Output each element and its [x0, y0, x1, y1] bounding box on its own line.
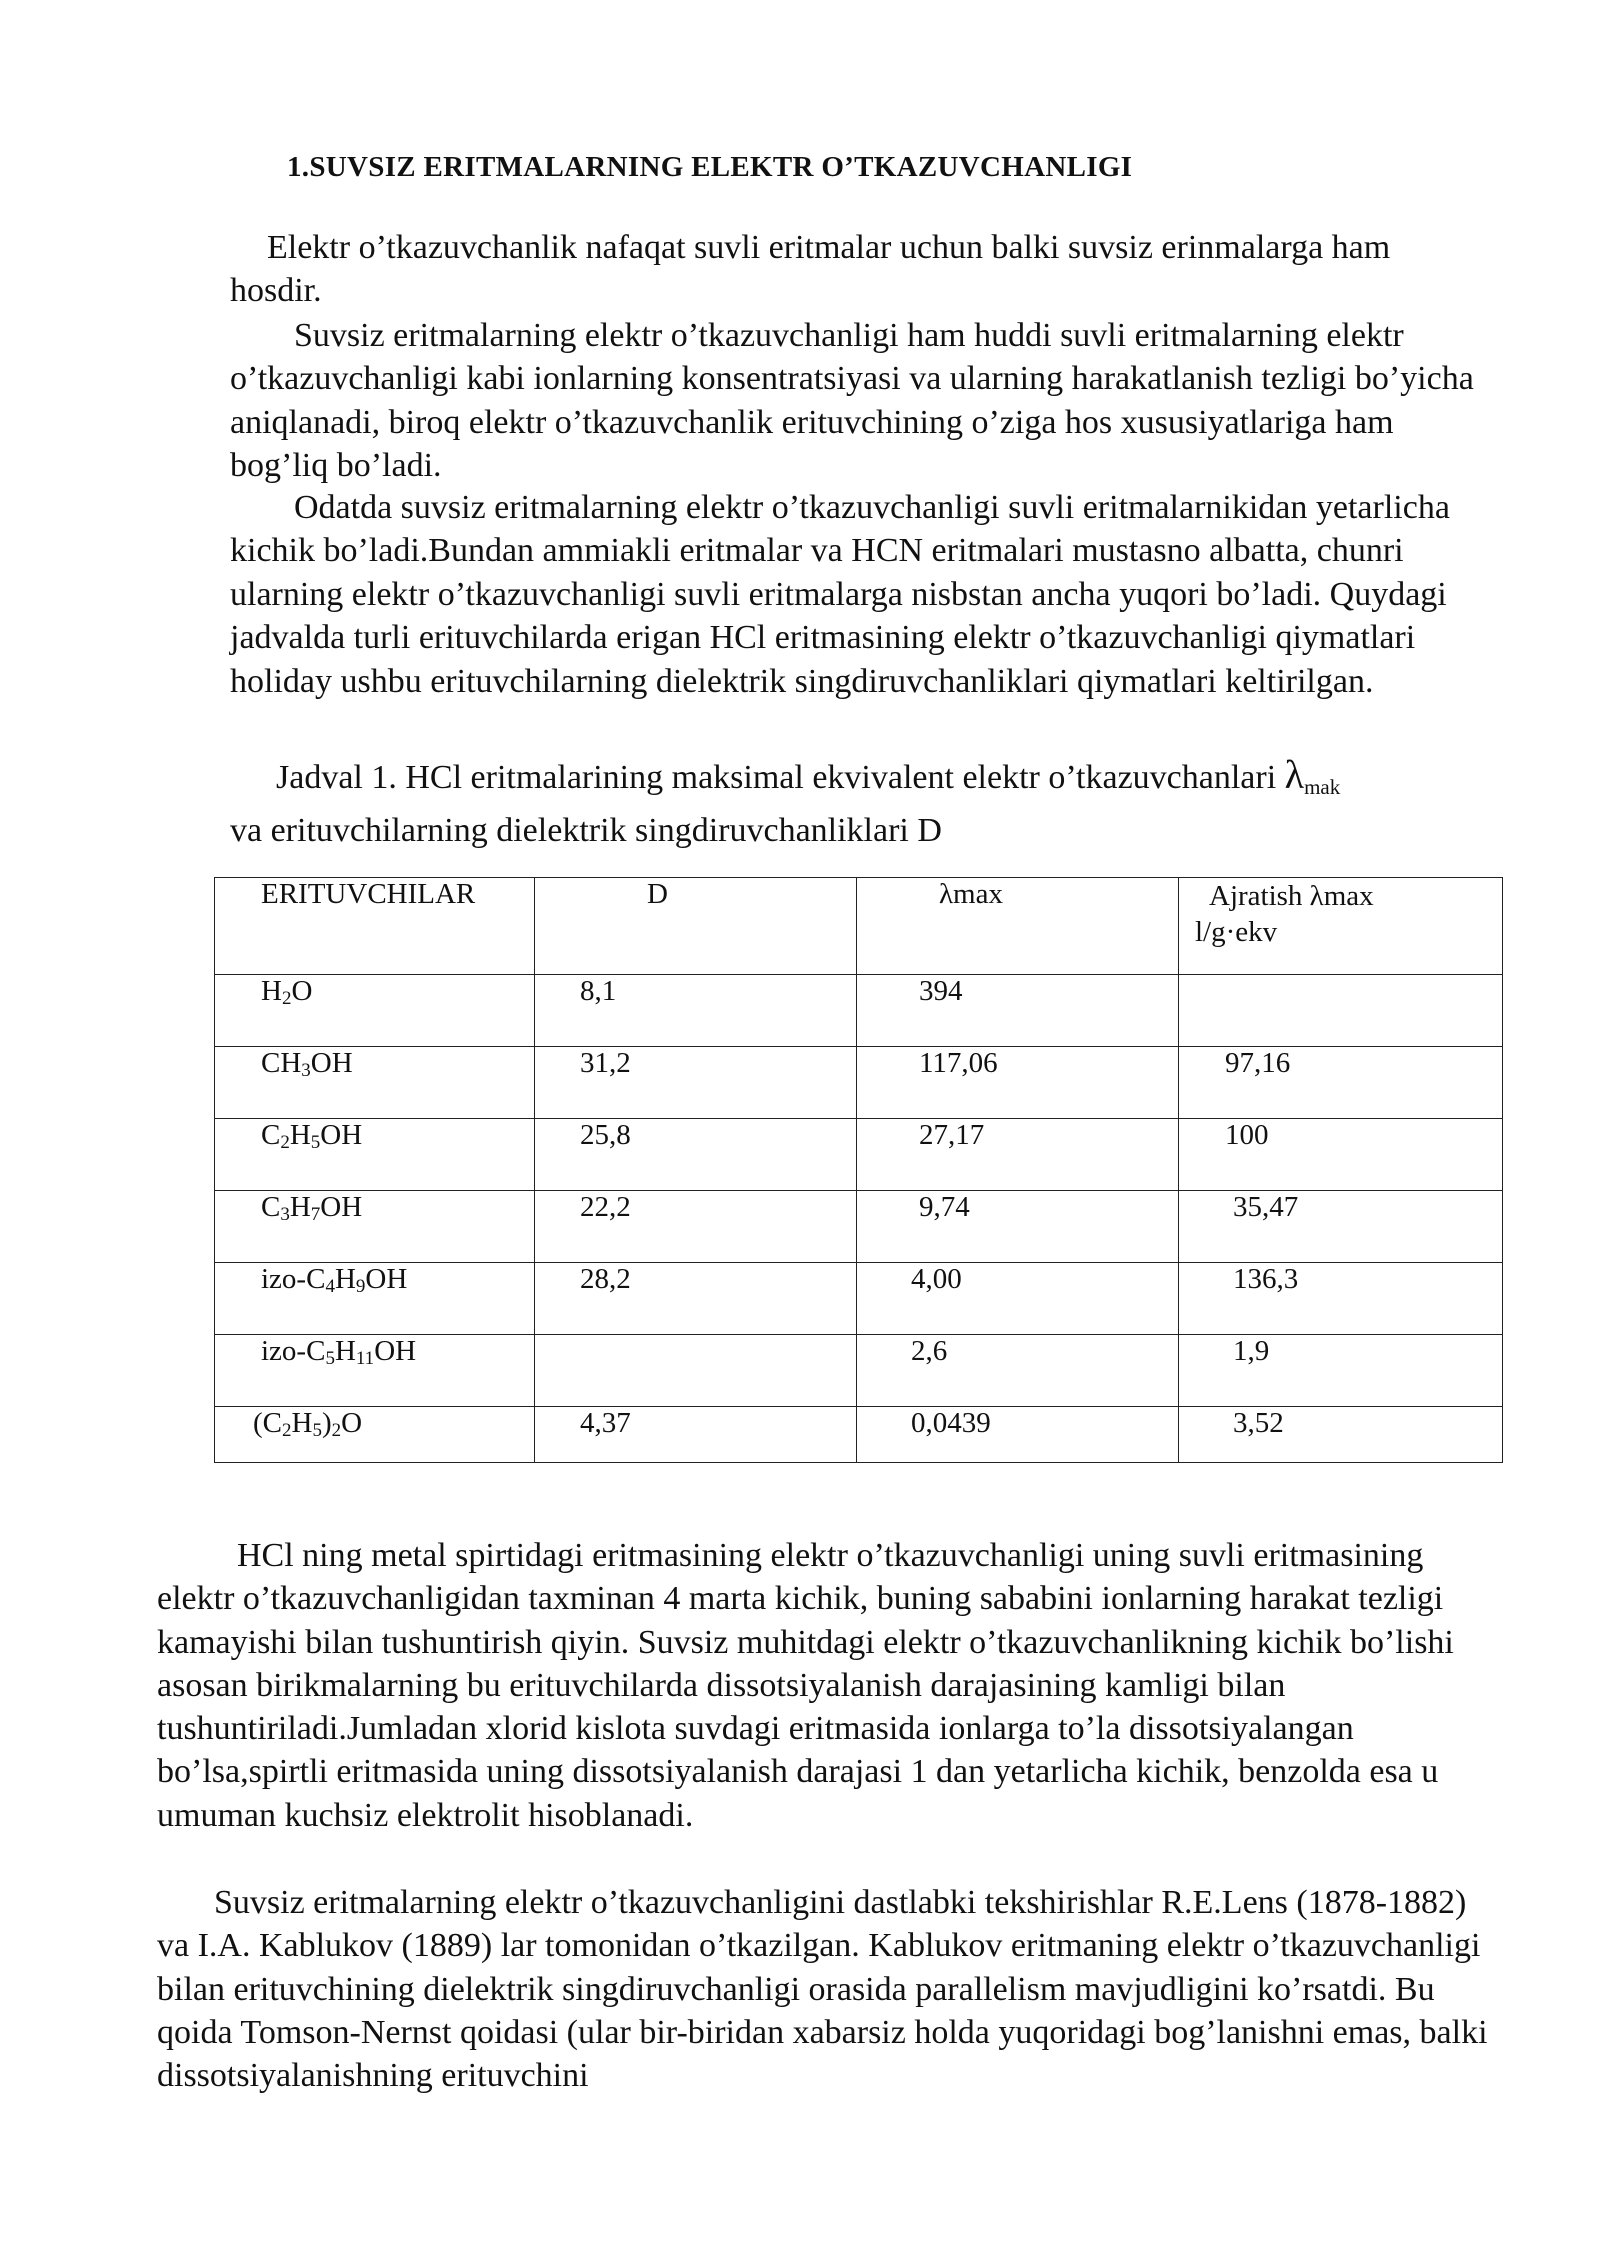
header-lmax: λmax	[939, 878, 1003, 910]
formula-subscript: 11	[355, 1348, 375, 1369]
lambda-max-value: 2,6	[911, 1335, 948, 1367]
separation-value: 100	[1225, 1119, 1269, 1151]
formula-part: izo-C	[261, 1335, 326, 1367]
formula-part: H	[291, 1407, 313, 1439]
section-heading: 1.SUVSIZ ERITMALARNING ELEKTR O’TKAZUVCHANLIGI	[287, 151, 1133, 183]
cell-dielectric	[535, 975, 857, 1047]
table-caption	[230, 753, 1480, 853]
lambda-max-value: 4,00	[911, 1263, 962, 1295]
formula-part: OH	[310, 1047, 353, 1079]
cell-lambda-max	[857, 1407, 1179, 1463]
separation-value: 1,9	[1233, 1335, 1270, 1367]
formula-part: CH	[261, 1047, 302, 1079]
cell-dielectric	[535, 1047, 857, 1119]
dielectric-value: 4,37	[580, 1407, 631, 1439]
cell-lambda-max	[857, 975, 1179, 1047]
header-cell-solvent	[215, 878, 535, 975]
cell-lambda-max	[857, 1191, 1179, 1263]
paragraph-history: Suvsiz eritmalarning elektr o’tkazuvchanligini dastlabki tekshirishlar R.E.Lens (1878-1882) va I.A. Kablukov (1889) lar tomonidan o’tkazilgan. Kablukov eritmaning elektr o’tkazuvchanligi bilan erituvchining dielektrik singdiruvchanligi orasida parallelism mavjudligini ko’rsatdi. Bu qoida Tomson-Nernst qoidasi (ular bir-biridan xabarsiz holda yuqoridagi bog’lanishni emas, balki dissotsiyalanishning erituvchini	[157, 1884, 1488, 2095]
cell-solvent	[215, 1191, 535, 1263]
formula-subscript: 9	[355, 1276, 366, 1297]
formula-part: izo-C	[261, 1263, 326, 1295]
formula-subscript: 2	[281, 988, 292, 1009]
formula-subscript: 2	[282, 1420, 292, 1441]
formula-subscript: 2	[280, 1132, 290, 1153]
dielectric-value: 22,2	[580, 1191, 631, 1223]
cell-solvent	[215, 1047, 535, 1119]
header-cell-separation	[1179, 878, 1503, 975]
solvent-formula	[215, 1119, 534, 1152]
cell-dielectric	[535, 1335, 857, 1407]
formula-part: OH	[374, 1335, 417, 1367]
cell-dielectric	[535, 1191, 857, 1263]
solvent-formula	[215, 1047, 534, 1080]
table-row	[215, 1119, 1503, 1191]
dielectric-value: 31,2	[580, 1047, 631, 1079]
formula-part: C	[261, 1191, 281, 1223]
paragraph-conductivity-factors: Suvsiz eritmalarning elektr o’tkazuvchanligi ham huddi suvli eritmalarning elektr o’tkazuvchanligi kabi ionlarning konsentratsiyasi va ularning harakatlanish tezligi bo’yicha aniqlanadi, biroq elektr o’tkazuvchanlik erituvchining o’ziga hos xususiyatlariga ham bog’liq bo’ladi.	[230, 317, 1474, 485]
header-separation-line1: Ajratish λmax	[1209, 880, 1374, 912]
header-cell-d	[535, 878, 857, 975]
header-separation	[1179, 878, 1502, 950]
separation-value: 97,16	[1225, 1047, 1291, 1079]
cell-separation	[1179, 975, 1503, 1047]
cell-solvent	[215, 1335, 535, 1407]
paragraph-nonaqueous-comparison: Odatda suvsiz eritmalarning elektr o’tkazuvchanligi suvli eritmalarnikidan yetarlicha kichik bo’ladi.Bundan ammiakli eritmalar va HCN eritmalari mustasno albatta, chunri ularning elektr o’tkazuvchanligi suvli eritmalarga nisbstan ancha yuqori bo’ladi. Quydagi jadvalda turli erituvchilarda erigan HCl eritmasining elektr o’tkazuvchanligi qiymatlari holiday ushbu erituvchilarning dielektrik singdiruvchanliklari qiymatlari keltirilgan.	[230, 489, 1450, 700]
dielectric-value: 25,8	[580, 1119, 631, 1151]
lambda-max-value: 117,06	[919, 1047, 998, 1079]
header-d: D	[647, 878, 668, 910]
cell-lambda-max	[857, 1047, 1179, 1119]
formula-part: (C	[253, 1407, 282, 1439]
formula-subscript: 3	[301, 1060, 311, 1081]
formula-part: )	[321, 1407, 332, 1439]
cell-solvent	[215, 975, 535, 1047]
table-row	[215, 1335, 1503, 1407]
solvent-formula	[215, 975, 534, 1008]
cell-solvent	[215, 1119, 535, 1191]
dielectric-value: 8,1	[580, 975, 617, 1007]
formula-subscript: 2	[331, 1420, 342, 1441]
separation-value: 136,3	[1233, 1263, 1299, 1295]
formula-part: H	[289, 1191, 311, 1223]
lambda-max-value: 394	[919, 975, 963, 1007]
separation-value: 35,47	[1233, 1191, 1299, 1223]
header-solvent: ERITUVCHILAR	[261, 878, 476, 910]
cell-separation	[1179, 1047, 1503, 1119]
caption-text-line2: va erituvchilarning dielektrik singdiruvchanliklari D	[230, 812, 942, 849]
formula-subscript: 5	[325, 1348, 335, 1369]
separation-value: 3,52	[1233, 1407, 1284, 1439]
table-row	[215, 1263, 1503, 1335]
formula-part: O	[341, 1407, 363, 1439]
formula-part: O	[291, 975, 313, 1007]
formula-part: H	[334, 1263, 356, 1295]
cell-dielectric	[535, 1263, 857, 1335]
formula-part: OH	[320, 1119, 363, 1151]
paragraph-hcl-methanol: HCl ning metal spirtidagi eritmasining elektr o’tkazuvchanligi uning suvli eritmasining elektr o’tkazuvchanligidan taxminan 4 marta kichik, buning sababini ionlarning harakat tezligi kamayishi bilan tushuntirish qiyin. Suvsiz muhitdagi elektr o’tkazuvchanlikning kichik bo’lishi asosan birikmalarning bu erituvchilarda dissotsiyalanish darajasining kamligi bilan tushuntiriladi.Jumladan xlorid kislota suvdagi eritmasida ionlarga to’la dissotsiyalangan bo’lsa,spirtli eritmasida uning dissotsiyalanish darajasi 1 dan yetarlicha kichik, benzolda esa u umuman kuchsiz elektrolit hisoblanadi.	[157, 1537, 1454, 1834]
cell-solvent	[215, 1263, 535, 1335]
cell-dielectric	[535, 1407, 857, 1463]
cell-lambda-max	[857, 1119, 1179, 1191]
conductivity-table	[214, 877, 1503, 1463]
table-row	[215, 1047, 1503, 1119]
cell-dielectric	[535, 1119, 857, 1191]
caption-text: Jadval 1. HCl eritmalarining maksimal ekvivalent elektr o’tkazuvchanlari	[276, 759, 1285, 796]
lambda-subscript: mak	[1304, 775, 1341, 799]
cell-separation	[1179, 1263, 1503, 1335]
dielectric-value: 28,2	[580, 1263, 631, 1295]
cell-solvent	[215, 1407, 535, 1463]
cell-separation	[1179, 1335, 1503, 1407]
formula-subscript: 3	[280, 1204, 290, 1225]
formula-subscript: 5	[310, 1132, 321, 1153]
lambda-symbol: λ	[1284, 752, 1305, 797]
lambda-max-value: 27,17	[919, 1119, 985, 1151]
formula-part: OH	[365, 1263, 408, 1295]
solvent-formula	[215, 1263, 534, 1296]
formula-part: H	[334, 1335, 356, 1367]
cell-separation	[1179, 1119, 1503, 1191]
solvent-formula	[215, 1407, 534, 1440]
cell-separation	[1179, 1407, 1503, 1463]
table-header-row	[215, 878, 1503, 975]
table-row	[215, 1191, 1503, 1263]
formula-part: H	[261, 975, 282, 1007]
header-separation-line2: l/g·ekv	[1195, 916, 1278, 948]
formula-subscript: 5	[312, 1420, 322, 1441]
solvent-formula	[215, 1335, 534, 1368]
table-row	[215, 975, 1503, 1047]
formula-subscript: 4	[325, 1276, 335, 1297]
cell-lambda-max	[857, 1335, 1179, 1407]
formula-part: OH	[320, 1191, 363, 1223]
solvent-formula	[215, 1191, 534, 1224]
cell-separation	[1179, 1191, 1503, 1263]
formula-part: C	[261, 1119, 281, 1151]
formula-part: H	[289, 1119, 311, 1151]
paragraph-intro: Elektr o’tkazuvchanlik nafaqat suvli eritmalar uchun balki suvsiz erinmalarga ham hosdir.	[230, 229, 1391, 310]
lambda-max-value: 9,74	[919, 1191, 970, 1223]
lambda-max-value: 0,0439	[911, 1407, 991, 1439]
header-cell-lmax	[857, 878, 1179, 975]
cell-lambda-max	[857, 1263, 1179, 1335]
table-row	[215, 1407, 1503, 1463]
formula-subscript: 7	[310, 1204, 321, 1225]
